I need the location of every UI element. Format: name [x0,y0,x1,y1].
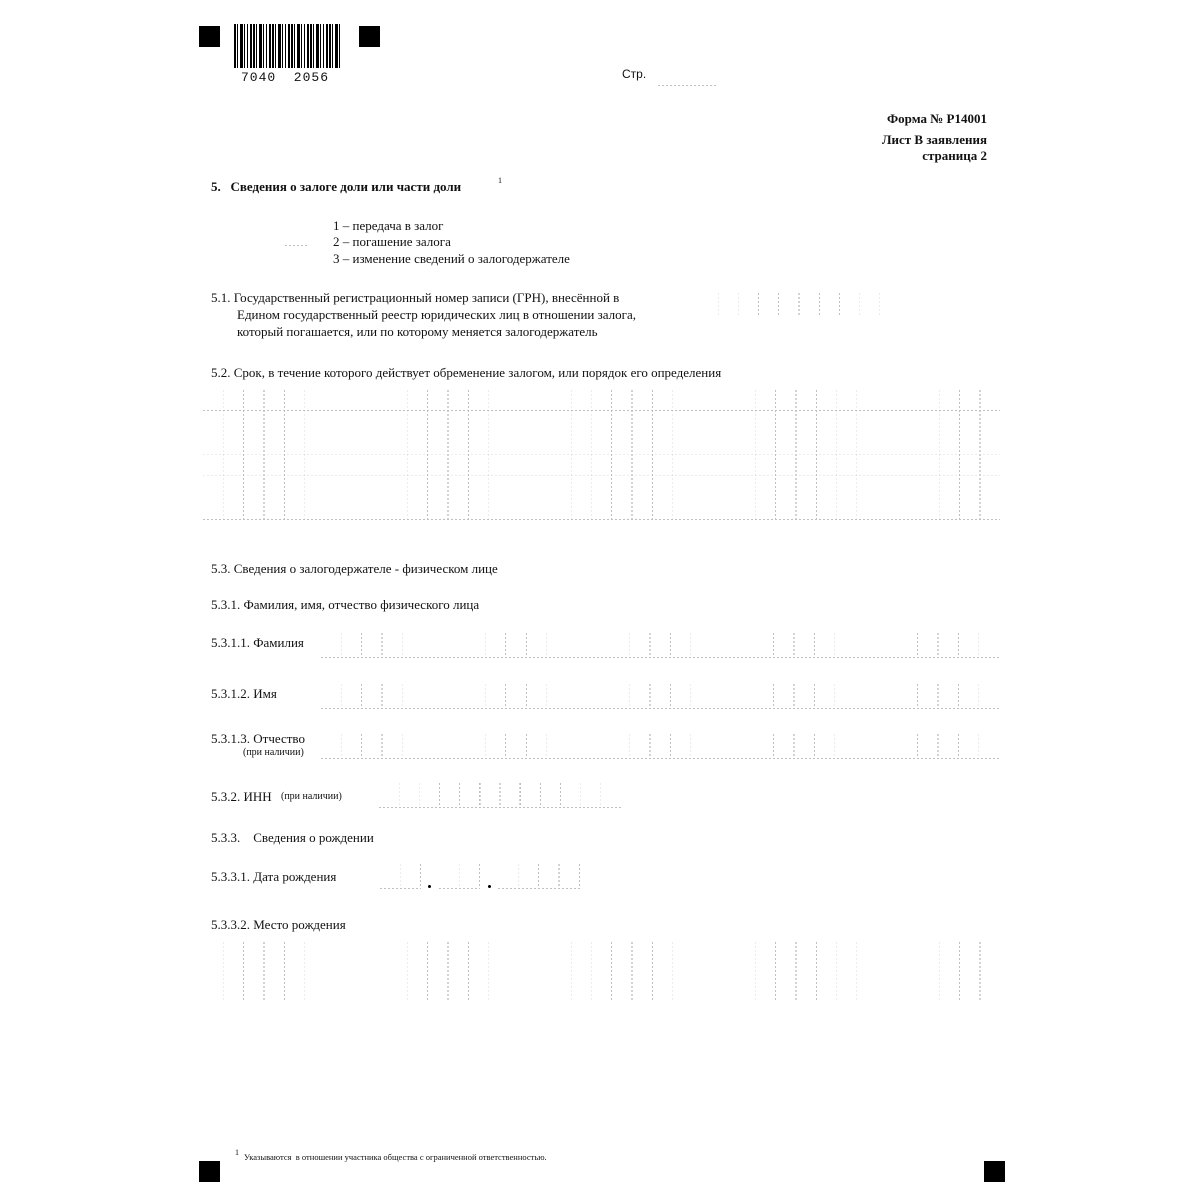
option-3: 3 – изменение сведений о залогодержателе [333,251,570,266]
surname-field[interactable] [320,632,999,658]
full-name-label: 5.3.1. Фамилия, имя, отчество физического лица [211,597,480,612]
first-name-label: 5.3.1.2. Имя [211,686,277,701]
patronymic-note: (при наличии) [243,747,304,758]
grn-label-line-1: 5.1. Государственный регистрационный номер записи (ГРН), внесённой в [211,290,620,305]
birth-date-label: 5.3.3.1. Дата рождения [211,869,337,884]
sheet-page: страница 2 [922,148,987,163]
encumbrance-term-label: 5.2. Срок, в течение которого действует обременение залогом, или порядок его определения [211,365,722,380]
section-5-title: 5. Сведения о залоге доли или части доли [211,179,462,194]
birth-date-separator-2 [488,885,491,888]
footnote-mark: 1 [235,1148,239,1157]
grn-field[interactable] [697,292,962,317]
grn-label-line-3: который погашается, или по которому меняется залогодержатель [237,324,598,339]
option-2: 2 – погашение залога [333,234,451,249]
surname-label: 5.3.1.1. Фамилия [211,635,304,650]
encumbrance-term-field[interactable] [202,389,1000,520]
grn-label-line-2: Едином государственный реестр юридических лиц в отношении залога, [237,307,636,322]
registration-marker-bottom-right [984,1161,1005,1182]
inn-field[interactable] [378,782,621,808]
option-1: 1 – передача в залог [333,218,444,233]
registration-marker-top-right [359,26,380,47]
inn-label: 5.3.2. ИНН [211,789,272,804]
patronymic-field[interactable] [320,733,999,759]
page-label: Стр. [622,67,647,81]
sheet-title: Лист В заявления [881,132,987,147]
birth-date-separator-1 [428,885,431,888]
registration-marker-bottom-left [199,1161,220,1182]
pledge-type-field[interactable] [284,220,308,246]
inn-note: (при наличии) [281,791,342,802]
birth-info-label: 5.3.3. Сведения о рождении [211,830,374,845]
birth-place-field[interactable] [202,941,1000,1002]
pledgee-individual-label: 5.3. Сведения о залогодержателе - физическом лице [211,561,498,576]
birth-year-field[interactable] [497,863,580,889]
barcode-number: 7040 2056 [241,70,330,85]
first-name-field[interactable] [320,683,999,709]
birth-place-label: 5.3.3.2. Место рождения [211,917,346,932]
page-number-field[interactable] [657,60,718,86]
section-5-footnote-mark: 1 [498,176,502,185]
barcode-icon [234,24,342,68]
patronymic-label: 5.3.1.3. Отчество [211,731,305,746]
registration-marker-top-left [199,26,220,47]
birth-day-field[interactable] [379,863,421,889]
birth-month-field[interactable] [438,863,480,889]
form-number: Форма № Р14001 [887,111,987,126]
footnote-text: Указываются в отношении участника общества с ограниченной ответственностью. [244,1152,547,1162]
